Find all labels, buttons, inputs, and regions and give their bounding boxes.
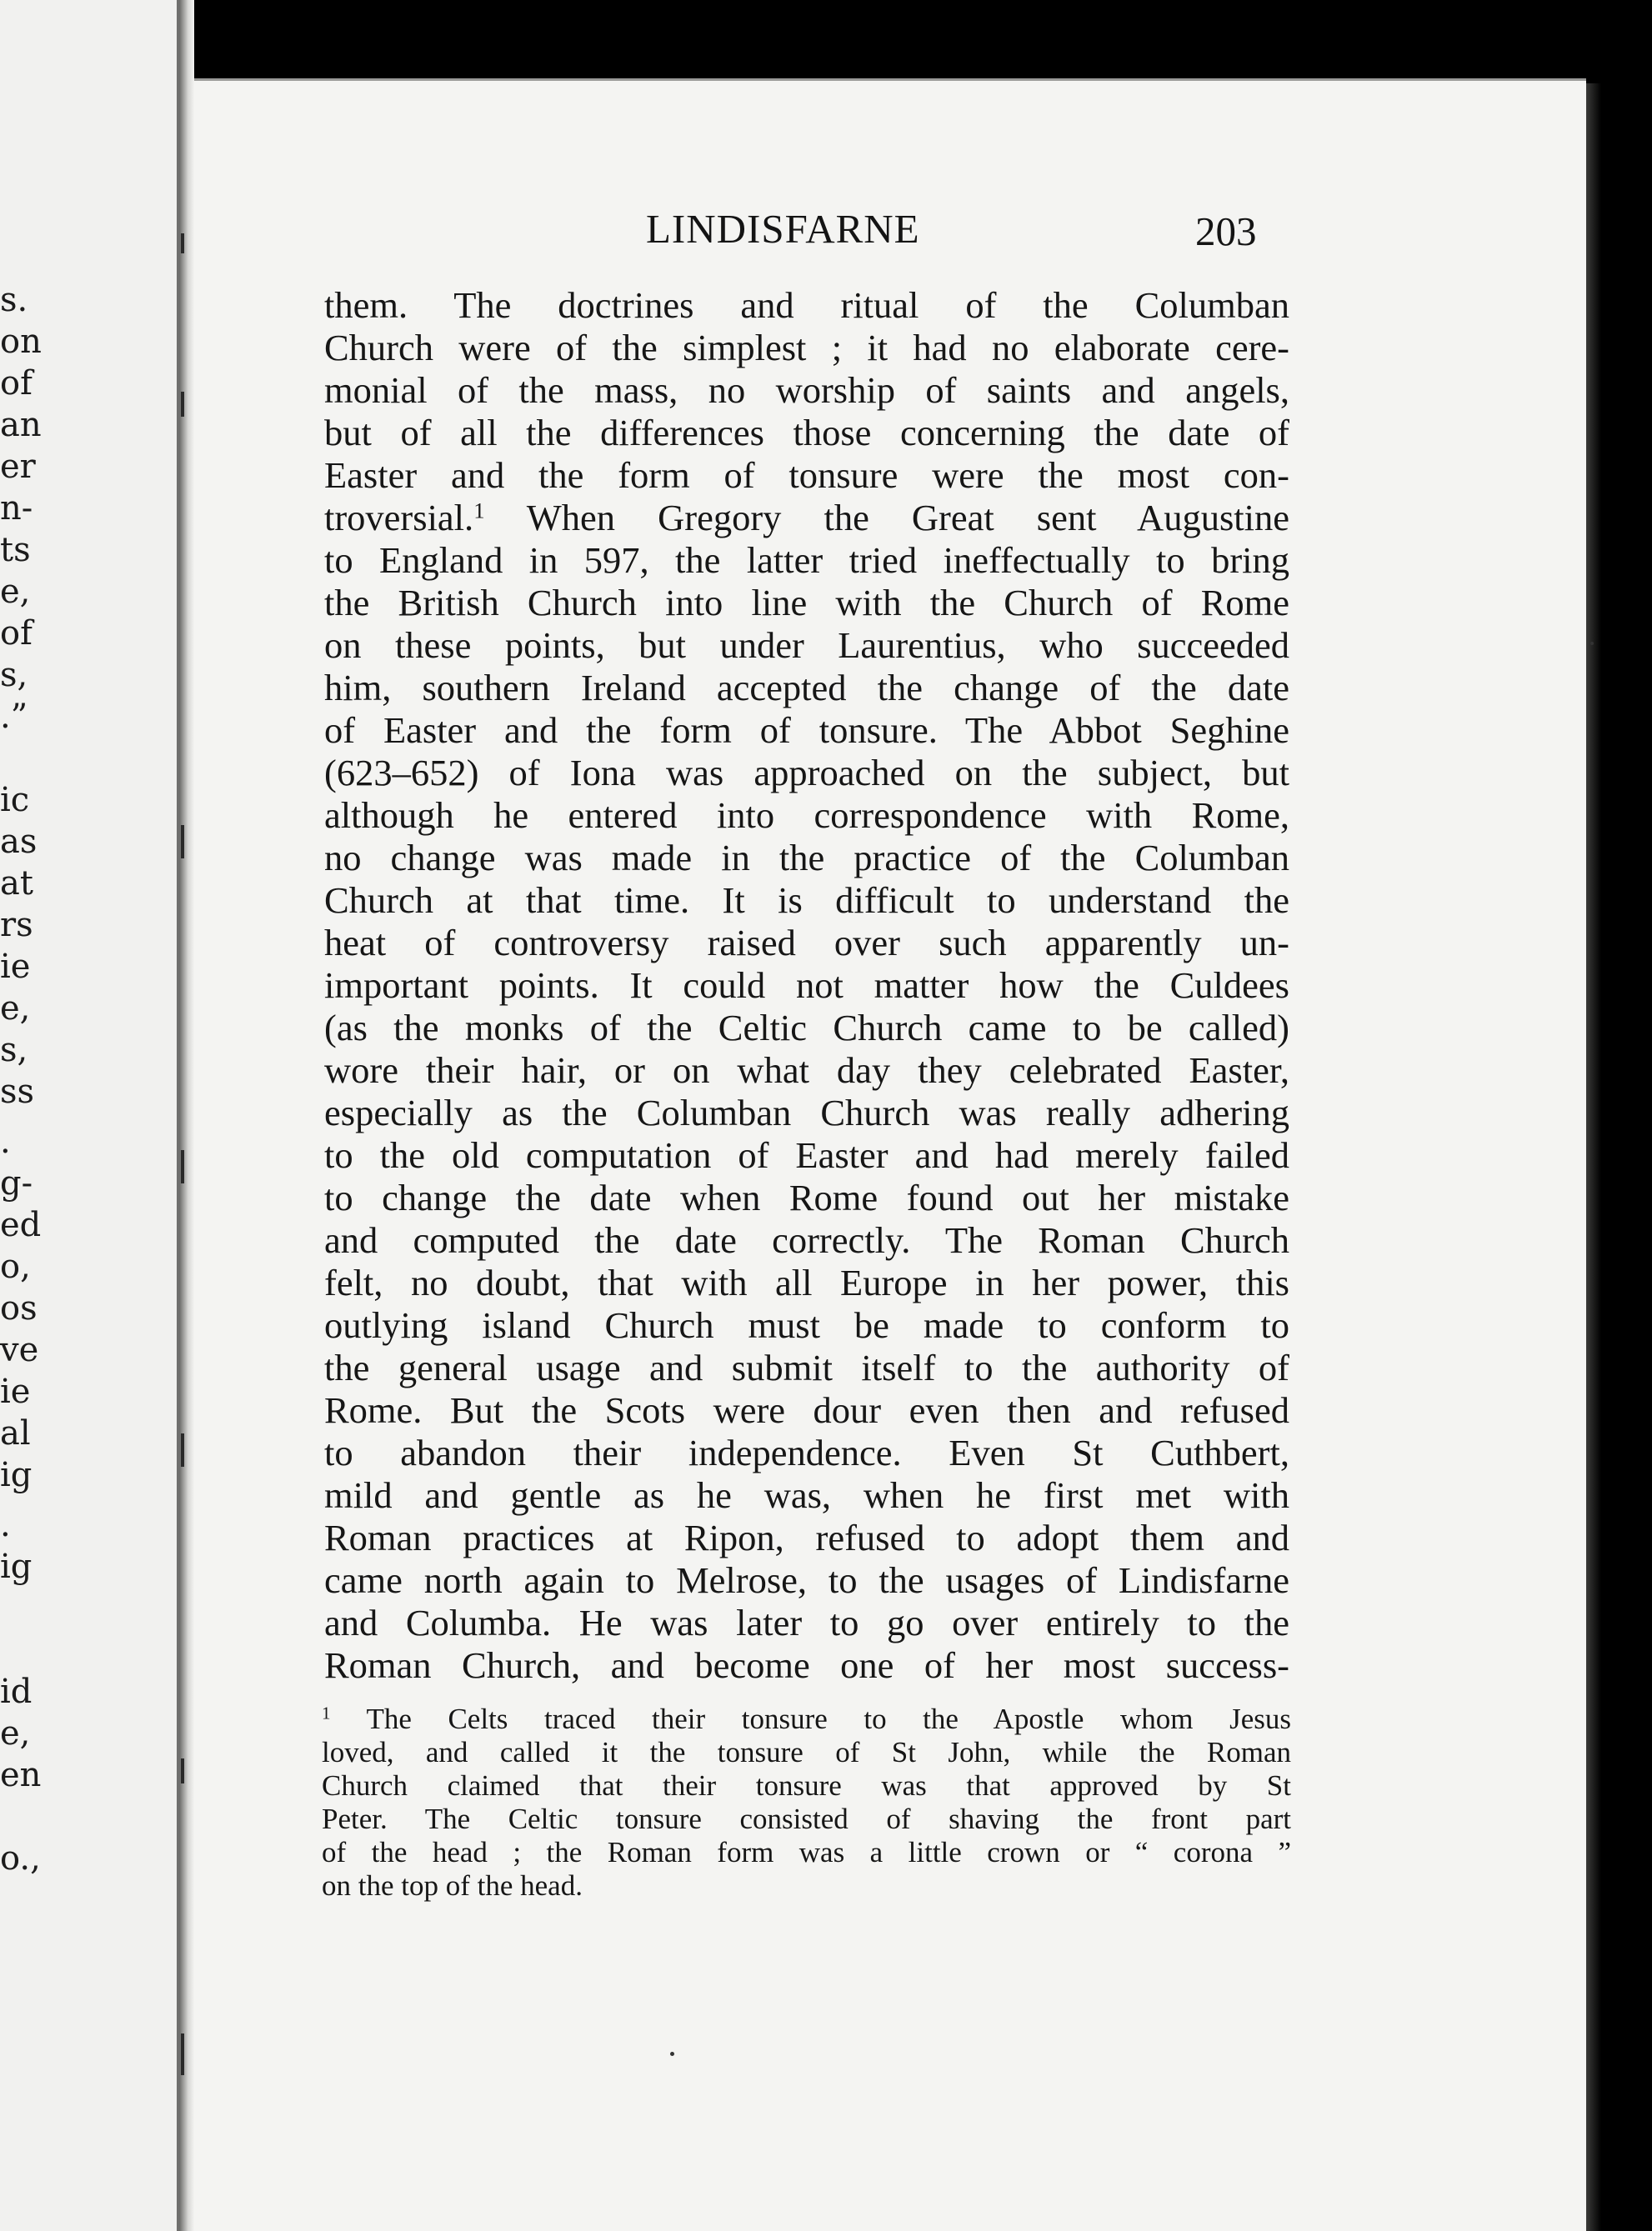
gutter-speck <box>181 233 184 253</box>
running-head-title: LINDISFARNE <box>646 206 920 252</box>
prev-page-fragment: ig <box>0 1548 33 1586</box>
prev-page-fragment: of <box>0 614 33 653</box>
footnote-line-text: The Celts traced their tonsure to the Apostle whom Jesus <box>366 1703 1291 1735</box>
body-text-line: mild and gentle as he was, when he first met with <box>324 1474 1289 1516</box>
body-text-line: of Easter and the form of tonsure. The Abbot Seghine <box>324 709 1289 751</box>
body-text-line: wore their hair, or on what day they celebrated Easter, <box>324 1049 1289 1091</box>
body-text-line: and Columba. He was later to go over entirely to the <box>324 1602 1289 1643</box>
prev-page-fragment: e, <box>0 989 31 1028</box>
prev-page-fragment: at <box>0 864 33 903</box>
footnote-line: of the head ; the Roman form was a little crown or “ corona ” <box>322 1836 1291 1868</box>
prev-page-fragment: s, <box>0 656 28 694</box>
prev-page-fragment: .” <box>0 698 28 736</box>
body-text-line: important points. It could not matter how the Culdees <box>324 964 1289 1006</box>
prev-page-fragment: g- <box>0 1164 33 1203</box>
prev-page-fragment: al <box>0 1414 31 1453</box>
body-text-line: the general usage and submit itself to the authority of <box>324 1347 1289 1388</box>
prev-page-fragment: n- <box>0 489 33 528</box>
body-text-line: although he entered into correspondence with Rome, <box>324 794 1289 836</box>
footnote-line: loved, and called it the tonsure of St John, while the Roman <box>322 1736 1291 1768</box>
prev-page-fragment: ie <box>0 1373 31 1411</box>
body-text-line: Church were of the simplest ; it had no elaborate cere- <box>324 327 1289 368</box>
gutter-speck <box>181 392 184 417</box>
body-text-line: Church at that time. It is difficult to understand the <box>324 879 1289 921</box>
prev-page-fragment: ig <box>0 1456 33 1494</box>
footnote-reference: 1 <box>473 498 485 523</box>
prev-page-fragment: rs <box>0 906 33 944</box>
prev-page-fragment: s. <box>0 281 28 319</box>
prev-page-fragment: ed <box>0 1206 42 1244</box>
prev-page-fragment: er <box>0 448 36 486</box>
prev-page-fragment: . <box>0 1123 11 1161</box>
body-text-line: felt, no doubt, that with all Europe in her power, this <box>324 1262 1289 1303</box>
body-text-line: Rome. But the Scots were dour even then and refused <box>324 1389 1289 1431</box>
gutter-speck <box>181 2033 184 2075</box>
gutter-speck <box>181 825 184 858</box>
body-text-line <box>324 497 1289 538</box>
body-text-line: and computed the date correctly. The Roman Church <box>324 1219 1289 1261</box>
prev-page-fragment: ss <box>0 1073 35 1111</box>
prev-page-fragment: . <box>0 1506 11 1544</box>
body-text-line: Roman practices at Ripon, refused to adopt them and <box>324 1517 1289 1558</box>
prev-page-fragment: en <box>0 1756 42 1794</box>
footnote-line: Church claimed that their tonsure was that approved by St <box>322 1769 1291 1802</box>
prev-page-fragment: ic <box>0 781 30 819</box>
body-text-line: outlying island Church must be made to conform to <box>324 1304 1289 1346</box>
footnote-line <box>322 1703 1291 1736</box>
body-text-line: Roman Church, and become one of her most success- <box>324 1644 1289 1686</box>
body-text-line: him, southern Ireland accepted the change of the date <box>324 667 1289 708</box>
body-text-line: (623–652) of Iona was approached on the subject, but <box>324 752 1289 793</box>
body-text-line: heat of controversy raised over such apparently un- <box>324 922 1289 963</box>
body-text-line: to the old computation of Easter and had merely failed <box>324 1134 1289 1176</box>
prev-page-fragment: o., <box>0 1839 41 1878</box>
prev-page-fragment: an <box>0 406 42 444</box>
body-text-line: (as the monks of the Celtic Church came to be called) <box>324 1007 1289 1048</box>
prev-page-fragment: ts <box>0 531 31 569</box>
prev-page-fragment: on <box>0 323 42 361</box>
paper-speck <box>670 2052 674 2056</box>
body-line-rest: When Gregory the Great sent Augustine <box>484 497 1289 538</box>
body-line-start: troversial. <box>324 497 474 538</box>
body-text-line: the British Church into line with the Church of Rome <box>324 582 1289 623</box>
page-edge-shadow <box>1586 83 1601 2231</box>
prev-page-fragment: ie <box>0 948 31 986</box>
page-number: 203 <box>1195 208 1257 254</box>
paper-speck <box>1590 642 1594 645</box>
body-text-line: Easter and the form of tonsure were the most con- <box>324 454 1289 496</box>
prev-page-fragment: as <box>0 823 38 861</box>
gutter-speck <box>181 1758 184 1783</box>
footnote-line: Peter. The Celtic tonsure consisted of shaving the front part <box>322 1803 1291 1835</box>
prev-page-fragment: id <box>0 1673 33 1711</box>
footnote-marker: 1 <box>322 1703 331 1723</box>
body-text-line: monial of the mass, no worship of saints and angels, <box>324 369 1289 411</box>
body-text-line: came north again to Melrose, to the usages of Lindisfarne <box>324 1559 1289 1601</box>
book-gutter <box>179 0 194 2231</box>
gutter-speck <box>181 1433 184 1467</box>
footnote-line: on the top of the head. <box>322 1869 583 1902</box>
prev-page-fragment: e, <box>0 1714 31 1753</box>
previous-page-edge <box>0 0 179 2231</box>
body-text-line: on these points, but under Laurentius, who succeeded <box>324 624 1289 666</box>
body-text-line: but of all the differences those concerning the date of <box>324 412 1289 453</box>
gutter-speck <box>181 1150 184 1183</box>
prev-page-fragment: os <box>0 1289 38 1328</box>
prev-page-fragment: ve <box>0 1331 39 1369</box>
body-text-line: to abandon their independence. Even St Cuthbert, <box>324 1432 1289 1473</box>
body-text-line: to England in 597, the latter tried ineffectually to bring <box>324 539 1289 581</box>
body-text-line: no change was made in the practice of the Columban <box>324 837 1289 878</box>
prev-page-fragment: of <box>0 364 33 403</box>
body-text-line: to change the date when Rome found out her mistake <box>324 1177 1289 1218</box>
body-text-line: them. The doctrines and ritual of the Columban <box>324 284 1289 326</box>
prev-page-fragment: e, <box>0 573 31 611</box>
body-text-line: especially as the Columban Church was really adhering <box>324 1092 1289 1133</box>
prev-page-fragment: o, <box>0 1248 31 1286</box>
prev-page-fragment: s, <box>0 1031 28 1069</box>
